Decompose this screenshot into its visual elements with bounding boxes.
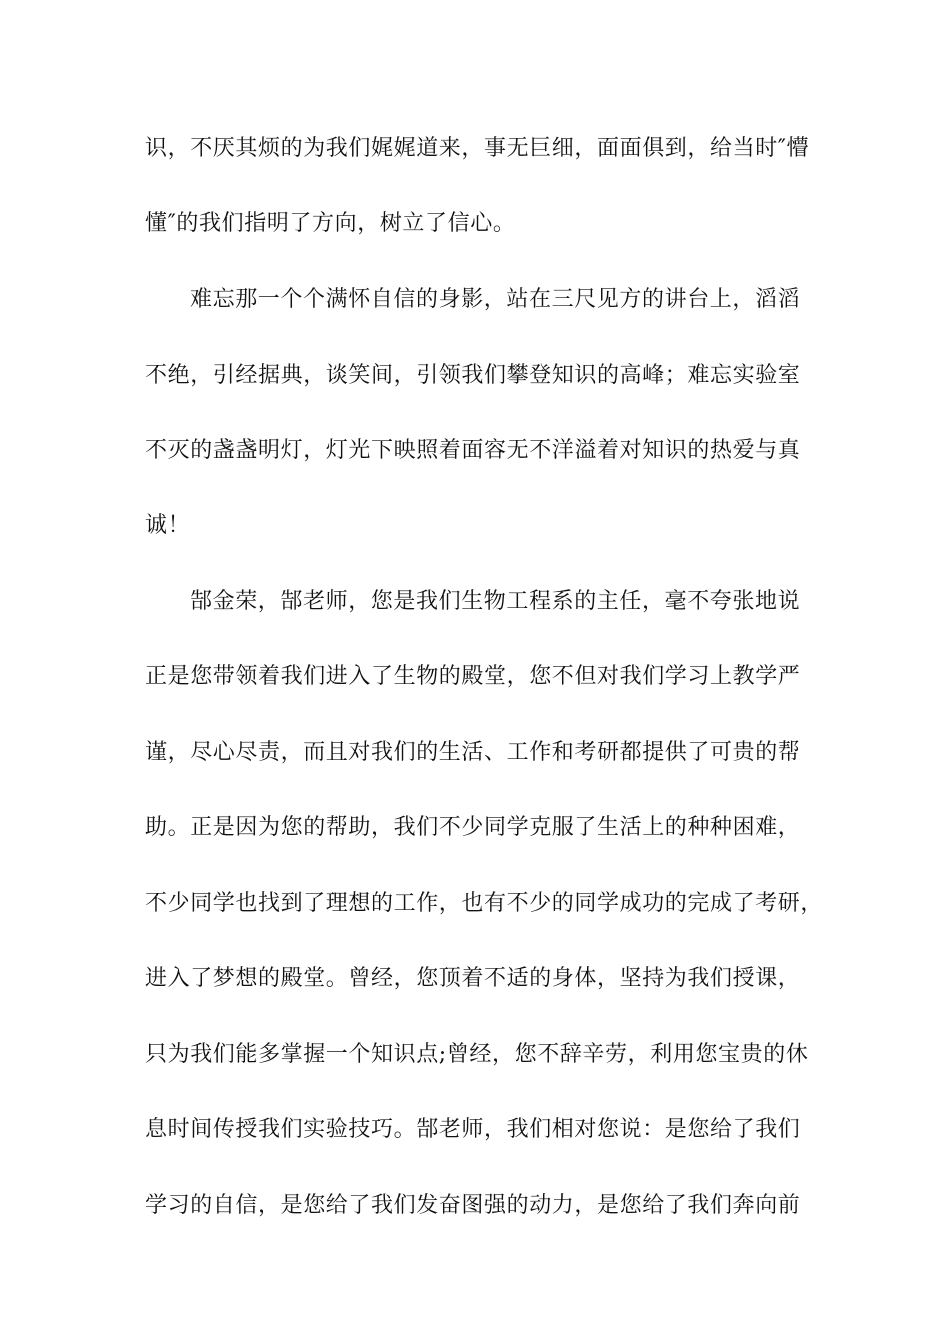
text-line: 谨，尽心尽责，而且对我们的生活、工作和考研都提供了可贵的帮 bbox=[145, 740, 801, 765]
text-line: 只为我们能多掌握一个知识点;曾经，您不辞辛劳，利用您宝贵的休 bbox=[145, 1042, 809, 1067]
paragraph-start-line: 郜金荣，郜老师，您是我们生物工程系的主任，毫不夸张地说 bbox=[190, 589, 801, 614]
text-line: 识，不厌其烦的为我们娓娓道来，事无巨细，面面俱到，给当时″懵 bbox=[145, 136, 810, 161]
text-line: 不绝，引经据典，谈笑间，引领我们攀登知识的高峰；难忘实验室 bbox=[145, 363, 801, 388]
text-line: 不灭的盏盏明灯，灯光下映照着面容无不洋溢着对知识的热爱与真 bbox=[145, 438, 801, 463]
text-line: 诚！ bbox=[145, 513, 191, 538]
text-line: 不少同学也找到了理想的工作，也有不少的同学成功的完成了考研， bbox=[145, 891, 824, 916]
text-line: 正是您带领着我们进入了生物的殿堂，您不但对我们学习上教学严 bbox=[145, 664, 801, 689]
text-line: 学习的自信，是您给了我们发奋图强的动力，是您给了我们奔向前 bbox=[145, 1193, 801, 1218]
text-line: 懂″的我们指明了方向，树立了信心。 bbox=[145, 211, 516, 236]
text-line: 助。正是因为您的帮助，我们不少同学克服了生活上的种种困难， bbox=[145, 815, 801, 840]
text-line: 息时间传授我们实验技巧。郜老师，我们相对您说：是您给了我们 bbox=[145, 1117, 801, 1142]
text-line: 进入了梦想的殿堂。曾经，您顶着不适的身体，坚持为我们授课， bbox=[145, 966, 801, 991]
paragraph-start-line: 难忘那一个个满怀自信的身影，站在三尺见方的讲台上，滔滔 bbox=[190, 287, 801, 312]
